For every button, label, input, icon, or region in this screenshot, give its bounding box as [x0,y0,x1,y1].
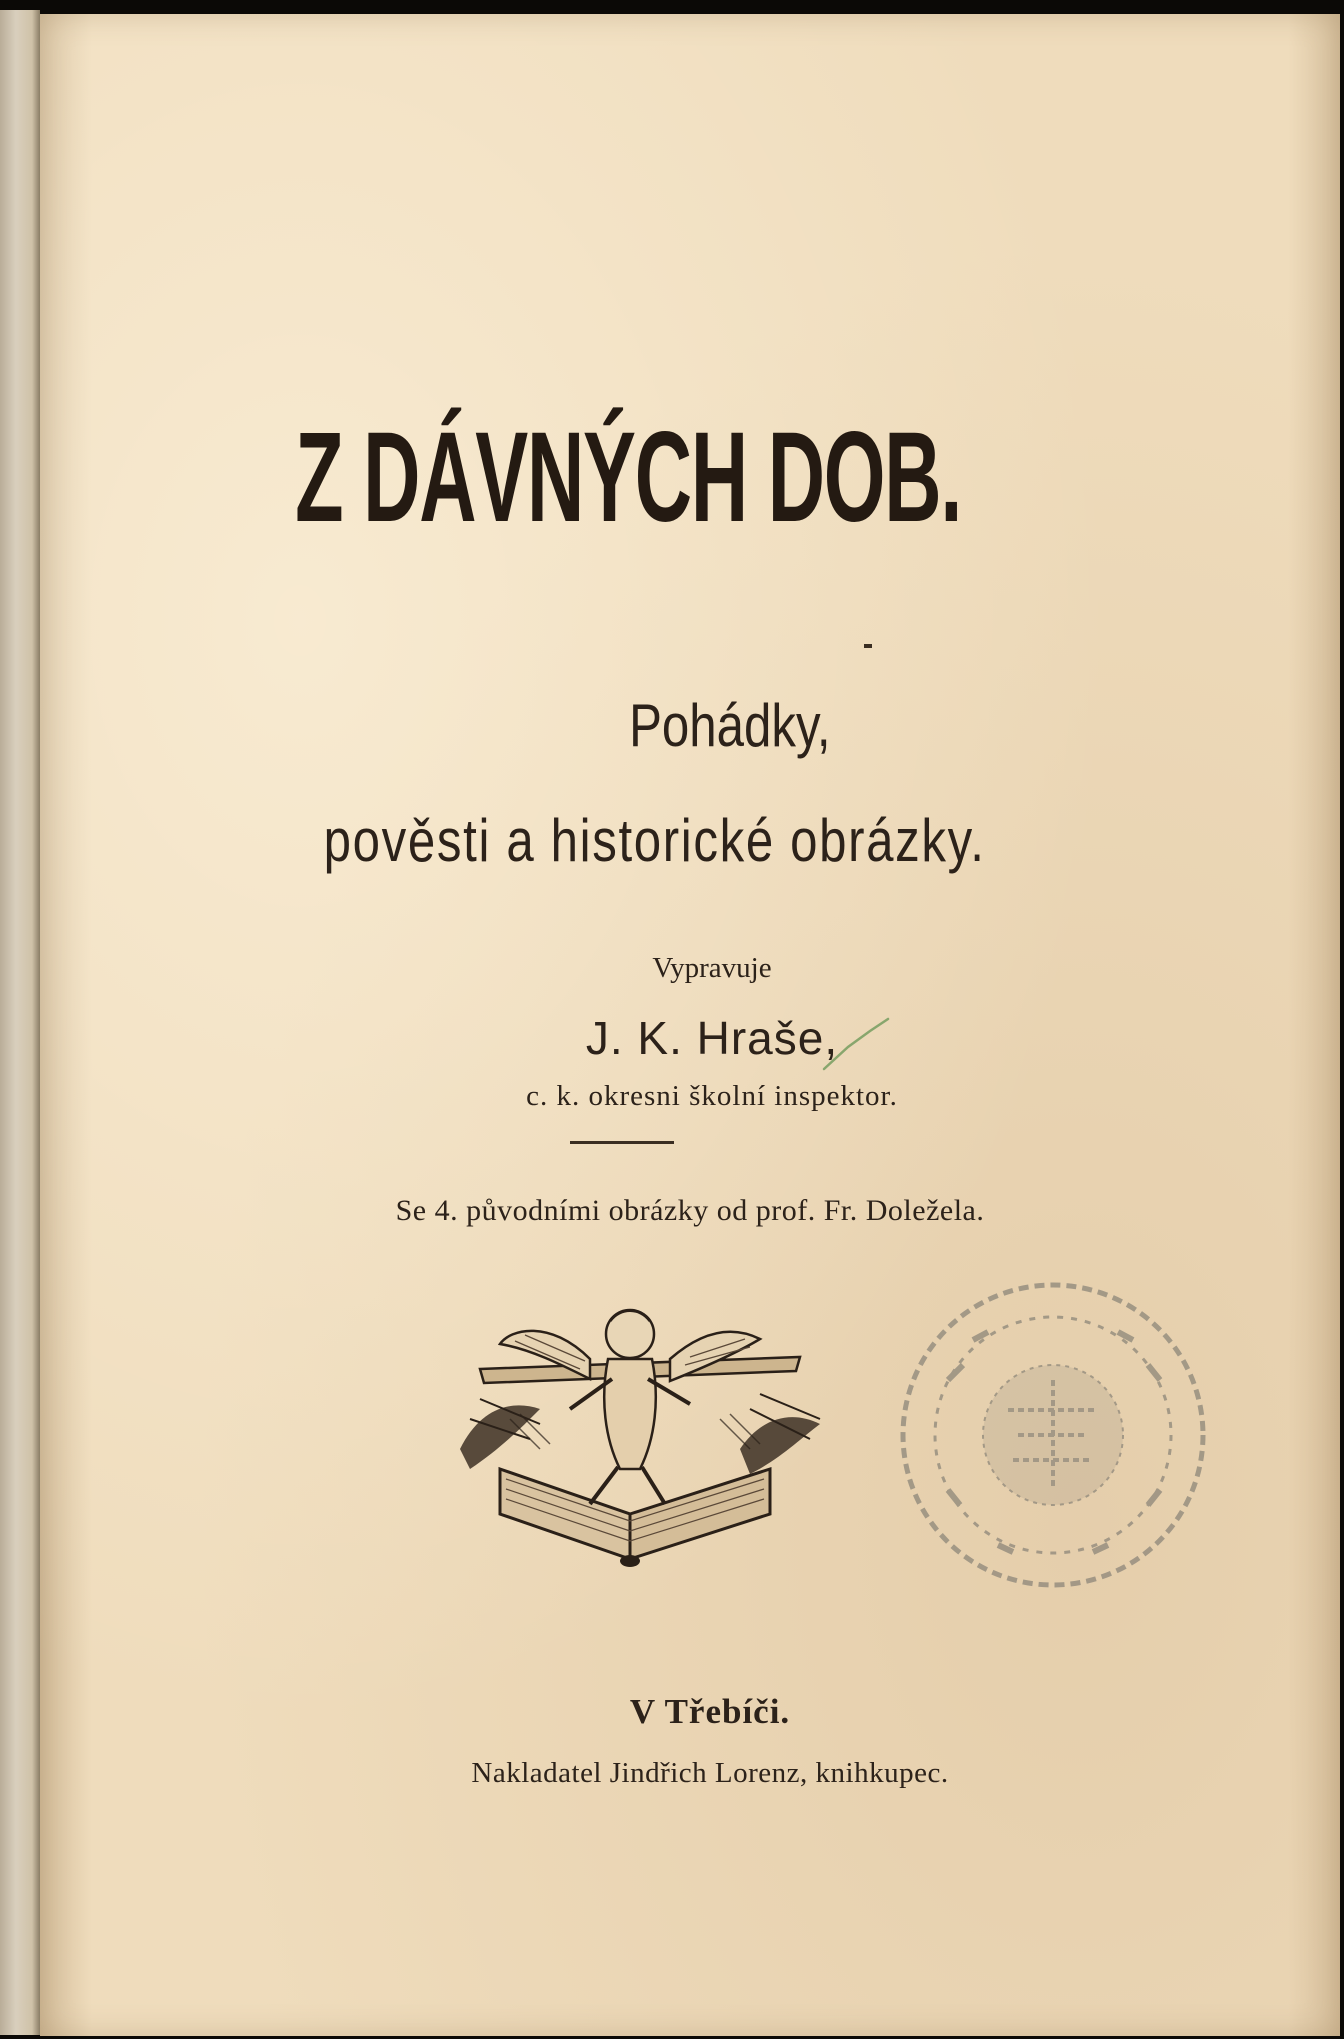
cherub-vignette-icon [440,1299,840,1579]
ink-speck [864,644,872,648]
book-left-edge [0,10,40,2035]
publisher-line: Nakladatel Jindřich Lorenz, knihkupec. [471,1757,949,1789]
publication-city: V Třebíči. [629,1692,791,1731]
narrator-label: Vypravuje [652,952,772,984]
library-stamp-icon [888,1270,1218,1600]
divider-rule [570,1141,674,1144]
illustration-credit: Se 4. původními obrázky od prof. Fr. Doležela. [395,1194,985,1227]
subtitle-line-2: pověsti a historické obrázky. [324,807,986,874]
title-page [40,14,1340,2036]
book-title: Z DÁVNÝCH DOB. [294,406,962,549]
author-title: c. k. okresni školní inspektor. [526,1080,898,1112]
subtitle-line-1: Pohádky, [629,692,831,759]
pencil-mark-icon [820,1017,892,1073]
author-name: J. K. Hraše, [585,1012,839,1064]
